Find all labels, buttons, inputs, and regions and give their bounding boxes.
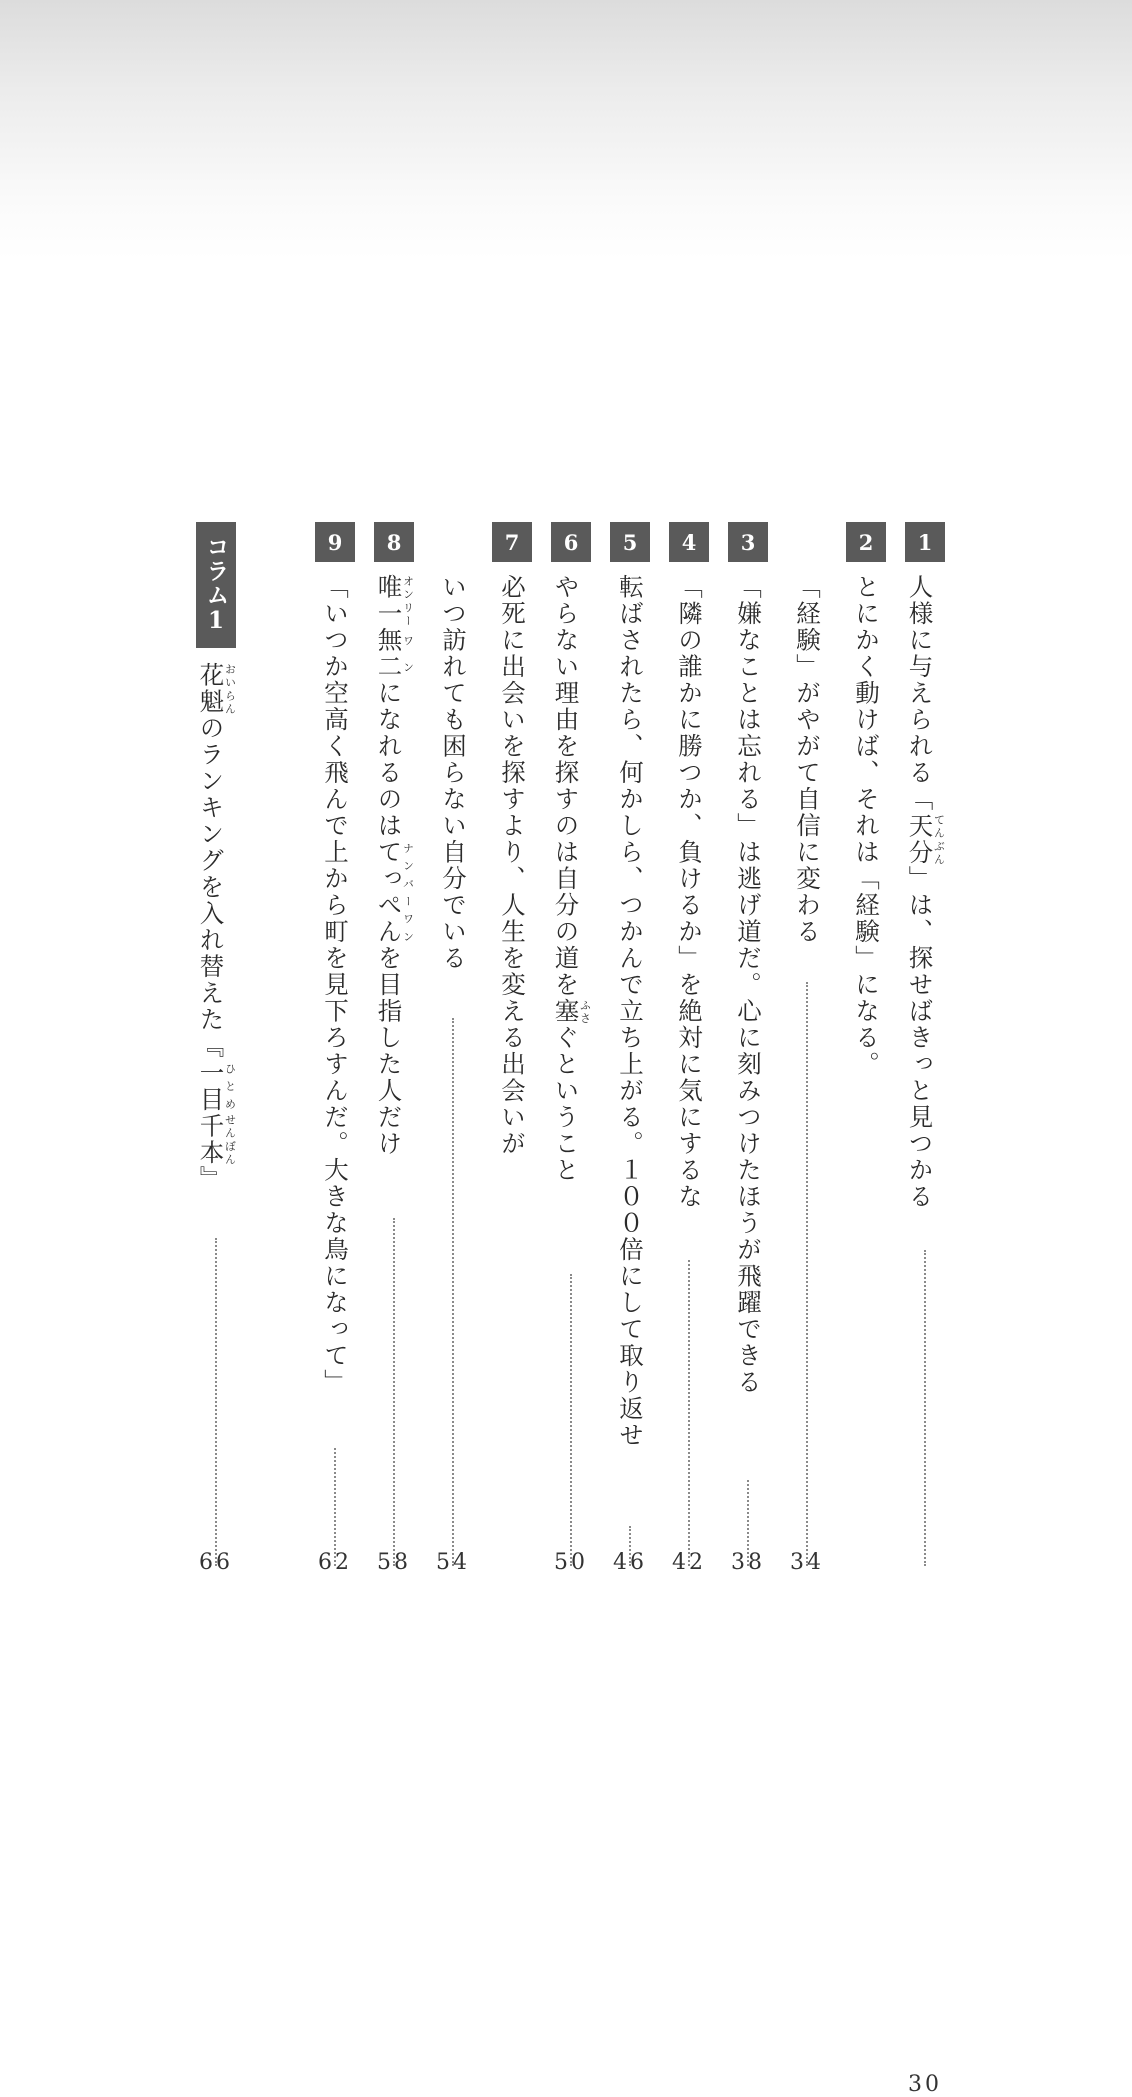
- dot-leader: [393, 1218, 395, 1566]
- entry-title-line: 唯一オンリー無二ワンになれるのはてっぺんナンバーワンを目指した人だけ: [374, 574, 415, 1157]
- entry-number-box: 3: [728, 522, 768, 562]
- entry-number-box: 4: [669, 522, 709, 562]
- entry-title: [610, 574, 650, 1586]
- entry-title-line: 転ばされたら、何かしら、つかんで立ち上がる。１００倍にして取り返せ: [616, 574, 645, 1449]
- page-number: 62: [318, 1550, 352, 1575]
- entry-title-line: 「いつか空高く飛んで上から町を見下ろすんだ。大きな鳥になって」: [321, 574, 350, 1396]
- page-number: 30: [908, 2072, 942, 2097]
- top-shade: [0, 0, 1132, 260]
- entry-number-box: 1: [905, 522, 945, 562]
- entry-number-box: 6: [551, 522, 591, 562]
- entry-title: [492, 574, 532, 1586]
- entry-title-line: いつ訪れても困らない自分でいる: [439, 574, 468, 972]
- entry-title-line: とにかく動けば、それは「経験」になる。: [852, 574, 881, 1078]
- entry-title-line: やらない理由を探すのは自分の道を塞ふさぐということ: [551, 574, 592, 1184]
- page-number: 34: [790, 1550, 824, 1575]
- page-number: 58: [377, 1550, 411, 1575]
- entry-number-box: 9: [315, 522, 355, 562]
- entry-title-line: 「隣の誰かに勝つか、負けるか」を絶対に気にするな: [675, 574, 704, 1210]
- entry-number-box: 7: [492, 522, 532, 562]
- entry-title: [728, 574, 768, 1586]
- dot-leader: [806, 982, 808, 1566]
- dot-leader: [688, 1260, 690, 1566]
- entry-title-line: 花魁おいらんのランキングを入れ替えた『一目ひとめ千本せんぼん』: [196, 662, 237, 1192]
- entry-number-box: 5: [610, 522, 650, 562]
- page-number: 66: [199, 1550, 233, 1575]
- column-label-box: コラム1: [196, 522, 236, 648]
- dot-leader: [215, 1238, 217, 1566]
- entry-title-line: 人様に与えられる「天分てんぶん」は、探せばきっと見つかる: [905, 574, 946, 1210]
- dot-leader: [334, 1448, 336, 1566]
- dot-leader: [924, 1250, 926, 1566]
- entry-title-line: 「経験」がやがて自信に変わる: [793, 574, 822, 945]
- entry-title-line: 必死に出会いを探すより、人生を変える出会いが: [498, 574, 527, 1157]
- entry-title: [846, 574, 886, 1586]
- page-number: 54: [436, 1550, 470, 1575]
- dot-leader: [452, 1018, 454, 1566]
- page-number: 46: [613, 1550, 647, 1575]
- page-number: 38: [731, 1550, 765, 1575]
- dot-leader: [570, 1274, 572, 1566]
- entry-title-line: 「嫌なことは忘れる」は逃げ道だ。心に刻みつけたほうが飛躍できる: [734, 574, 763, 1396]
- page-number: 42: [672, 1550, 706, 1575]
- entry-number-box: 2: [846, 522, 886, 562]
- entry-number-box: 8: [374, 522, 414, 562]
- page-number: 50: [554, 1550, 588, 1575]
- entry-title: [315, 574, 355, 1586]
